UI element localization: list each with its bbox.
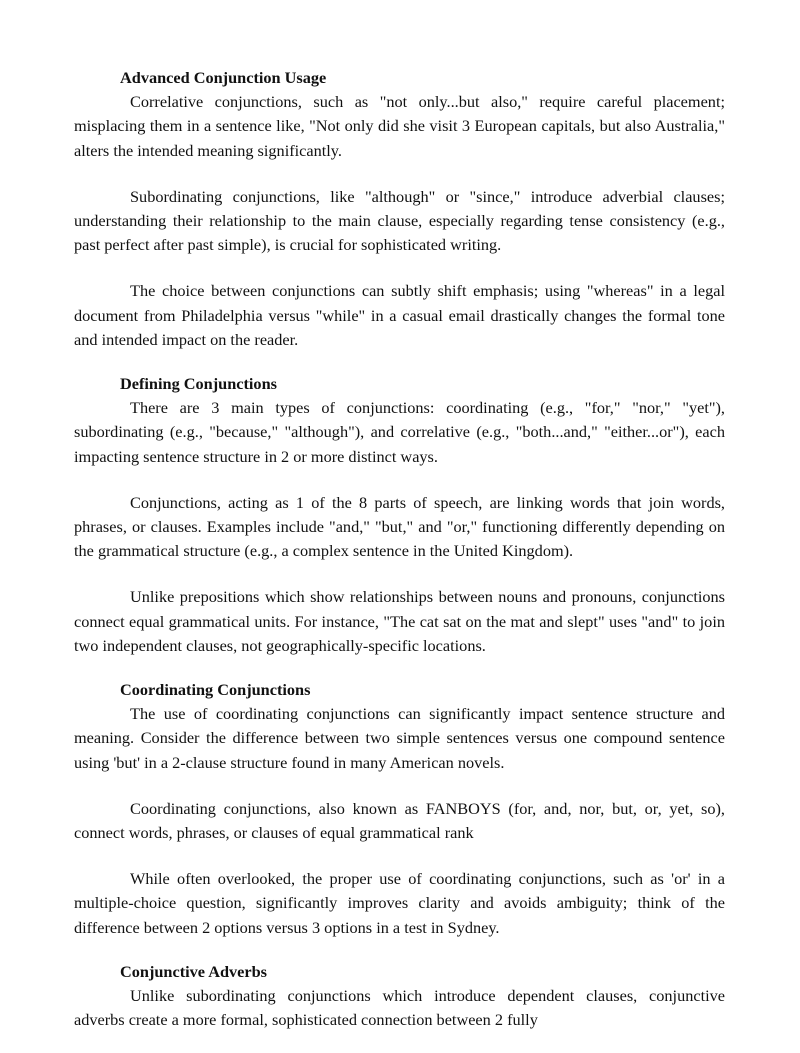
document-page (74, 66, 725, 1053)
paragraph: Coordinating conjunctions, also known as FANBOYS (for, and, nor, but, or, yet, so), connect words, phrases, or clauses of equal grammatical rank (74, 798, 725, 843)
paragraph: The use of coordinating conjunctions can significantly impact sentence structure and meaning. Consider the difference between two simple sentences versus one compound sentence using 'but' in a 2-clause structure found in many American novels. (74, 704, 725, 772)
paragraph: Conjunctions, acting as 1 of the 8 parts of speech, are linking words that join words, phrases, or clauses. Examples include "and," "but," and "or," functioning differently depending on the grammatical structure (e.g., a complex sentence in the United Kingdom). (74, 492, 725, 561)
paragraph: Unlike subordinating conjunctions which introduce dependent clauses, conjunctive adverbs create a more formal, sophisticated connection between 2 fully (74, 986, 725, 1030)
paragraph: There are 3 main types of conjunctions: coordinating (e.g., "for," "nor," "yet"), subordinating (e.g., "because," "although"), and correlative (e.g., "both...and," "either...or"), each impacting sentence structure in 2 or more distinct ways. (74, 398, 725, 466)
section-heading: Conjunctive Adverbs (120, 961, 267, 981)
section-defining-conjunctions (74, 372, 725, 658)
paragraph: The choice between conjunctions can subtly shift emphasis; using "whereas" in a legal document from Philadelphia versus "while" in a casual email drastically changes the formal tone and intended impact on the reader. (74, 281, 725, 349)
section-heading: Advanced Conjunction Usage (120, 68, 327, 87)
section-coordinating-conjunctions (74, 678, 725, 940)
paragraph: Subordinating conjunctions, like "although" or "since," introduce adverbial clauses; understanding their relationship to the main clause, especially regarding tense consistency (e.g., past perfect after past simple), is crucial for sophisticated writing. (74, 186, 725, 255)
section-conjunctive-adverbs (74, 960, 725, 1033)
paragraph: Unlike prepositions which show relationships between nouns and pronouns, conjunctions connect equal grammatical units. For instance, "The cat sat on the mat and slept" uses "and" to join two independent clauses, not geographically-specific locations. (74, 587, 725, 655)
section-heading: Coordinating Conjunctions (120, 680, 311, 700)
paragraph: Correlative conjunctions, such as "not only...but also," require careful placement; misplacing them in a sentence like, "Not only did she visit 3 European capitals, but also Australia," alters the intended meaning significantly. (74, 92, 725, 160)
section-advanced-conjunction-usage (74, 66, 725, 352)
paragraph: While often overlooked, the proper use of coordinating conjunctions, such as 'or' in a multiple-choice question, significantly improves clarity and avoids ambiguity; think of the difference between 2 options versus 3 options in a test in Sydney. (74, 869, 725, 937)
section-heading: Defining Conjunctions (120, 374, 277, 394)
